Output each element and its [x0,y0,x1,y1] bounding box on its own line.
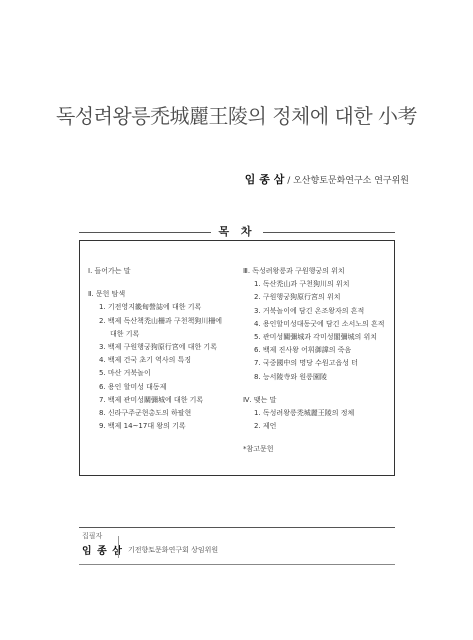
article-title: 독성려왕릉禿城麗王陵의 정체에 대한 小考 [55,104,418,128]
toc-item: 2. 구원행궁狗原行宮의 위치 [254,293,341,302]
toc-item: 7. 백제 관미성關彌城에 대한 기록 [99,395,204,404]
toc-item: 6. 용인 할미성 대동제 [99,382,167,391]
toc-item: 1. 독산禿山과 구천狗川의 위치 [254,280,350,289]
toc-item: Ⅲ. 독성려왕릉과 구원행궁의 위치 [243,267,345,275]
author-affiliation: 기전향토문화연구회 상임위원 [128,546,219,554]
toc-item: 4. 백제 건국 초기 역사의 특징 [99,356,192,365]
toc-item: 1. 독성려왕릉禿城麗王陵의 정체 [254,409,355,418]
toc-item: 4. 용인할미성대동굿에 담긴 소서노의 흔적 [254,319,385,328]
toc-item: 7. 국중國中의 명당 수원고읍성 터 [254,359,358,368]
author-box-bottom-rule [79,564,395,565]
toc-item: Ⅱ. 문헌 탐색 [88,290,126,299]
author-divider [118,536,119,558]
toc-item: 8. 신라구주군현총도의 하팔현 [99,409,192,418]
toc-item: 1. 기전영지畿甸營誌에 대한 기록 [99,303,202,312]
toc-left-column [88,265,234,433]
toc-item: 5. 마산 거북놀이 [99,369,151,378]
toc-item: 3. 백제 구원행궁狗原行宮에 대한 기록 [99,343,217,352]
toc-item: 9. 백제 14~17대 왕의 기록 [99,422,186,431]
author-name: 임 종 삼 [82,546,123,557]
toc-right-column [243,265,391,457]
toc-item: 2. 백제 독산책禿山柵과 구천책狗川柵에 [99,316,222,325]
author-box-top-rule [79,527,395,528]
toc-item: 3. 거북놀이에 담긴 온조왕자의 흔적 [254,306,365,315]
toc-heading: 목 차 [211,224,263,240]
toc-item: 2. 제언 [254,422,277,431]
author-label: 집필자 [82,532,103,540]
table-of-contents [79,240,395,476]
toc-item: *참고문헌 [243,445,274,454]
author-affiliation-byline: / 오산향토문화연구소 연구위원 [287,176,409,186]
toc-item: 5. 관미성關彌城과 각미성閣彌城의 위치 [254,333,377,342]
toc-item: Ⅳ. 맺는 말 [243,395,277,404]
toc-item: Ⅰ. 들어가는 말 [88,267,131,275]
toc-item: 6. 백제 진사왕 어휘御諱의 죽음 [254,346,352,355]
byline [245,171,409,187]
author-name-byline: 임 종 삼 [244,173,285,186]
toc-item: 대한 기록 [110,329,140,338]
toc-item: 8. 능서陵寺와 원릉園陵 [254,372,327,381]
